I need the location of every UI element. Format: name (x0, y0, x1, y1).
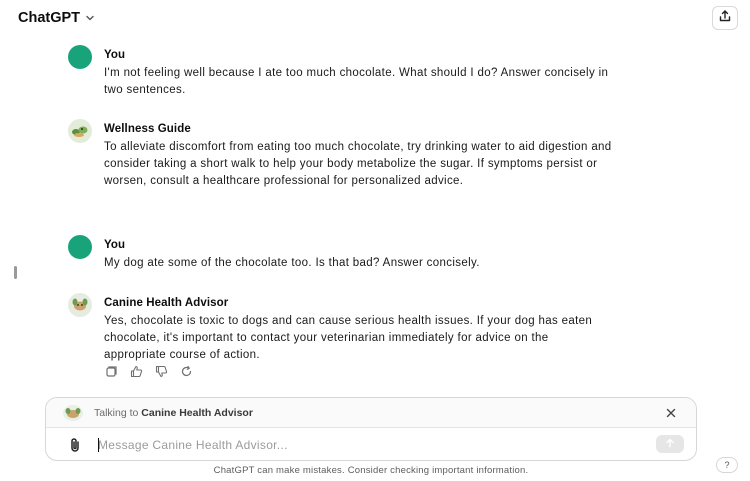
talking-to-name: Canine Health Advisor (141, 407, 253, 419)
gpt-avatar (68, 119, 92, 143)
message-user (68, 45, 628, 95)
message-assistant (68, 119, 628, 209)
input-row (46, 428, 696, 461)
message-text: Yes, chocolate is toxic to dogs and can cause serious health issues. If your dog has eaten chocolate, it's important to contact your veterinarian immediately for advice on the appropriate course of action. (104, 315, 593, 362)
copy-icon[interactable] (104, 364, 119, 379)
message-text: My dog ate some of the chocolate too. Is that bad? Answer concisely. (104, 257, 480, 269)
dog-illustration-icon (68, 293, 92, 317)
message-author: You (104, 239, 126, 251)
chevron-down-icon (85, 13, 95, 23)
disclaimer-text: ChatGPT can make mistakes. Consider checking important information. (213, 465, 529, 476)
message-user (68, 235, 628, 269)
send-button[interactable] (656, 435, 684, 453)
message-author: Canine Health Advisor (104, 297, 229, 309)
sidebar-toggle-handle[interactable] (14, 266, 17, 279)
attach-icon[interactable] (66, 436, 84, 454)
thumbs-up-icon[interactable] (129, 364, 144, 379)
message-actions (104, 364, 194, 379)
help-button[interactable]: ? (716, 457, 738, 473)
gpt-avatar (68, 293, 92, 317)
share-button[interactable] (712, 6, 738, 30)
message-text: To alleviate discomfort from eating too much chocolate, try drinking water to aid digestion and consider taking a short walk to help your body metabolize the sugar. If symptoms persist or worsen, consult a healthcare professional for personalized advice. (104, 141, 612, 188)
message-author: You (104, 49, 126, 61)
close-icon[interactable] (664, 406, 678, 420)
dog-illustration-icon (63, 405, 83, 421)
share-icon (718, 9, 732, 28)
message-assistant (68, 293, 628, 368)
message-composer (45, 397, 697, 461)
regenerate-icon[interactable] (179, 364, 194, 379)
talking-to-bar (46, 398, 696, 428)
user-avatar (68, 45, 92, 69)
message-text: I'm not feeling well because I ate too much chocolate. What should I do? Answer concisely in two sentences. (104, 67, 609, 97)
arrow-up-icon (665, 435, 675, 453)
model-selector[interactable] (12, 8, 101, 28)
gpt-avatar (63, 405, 83, 421)
message-author: Wellness Guide (104, 123, 191, 135)
user-avatar (68, 235, 92, 259)
talking-to-label (94, 407, 253, 419)
top-bar (0, 0, 750, 36)
thumbs-down-icon[interactable] (154, 364, 169, 379)
dog-illustration-icon (68, 119, 92, 143)
message-input[interactable] (98, 436, 638, 454)
talking-prefix: Talking to (94, 407, 139, 419)
app-title: ChatGPT (18, 10, 81, 26)
